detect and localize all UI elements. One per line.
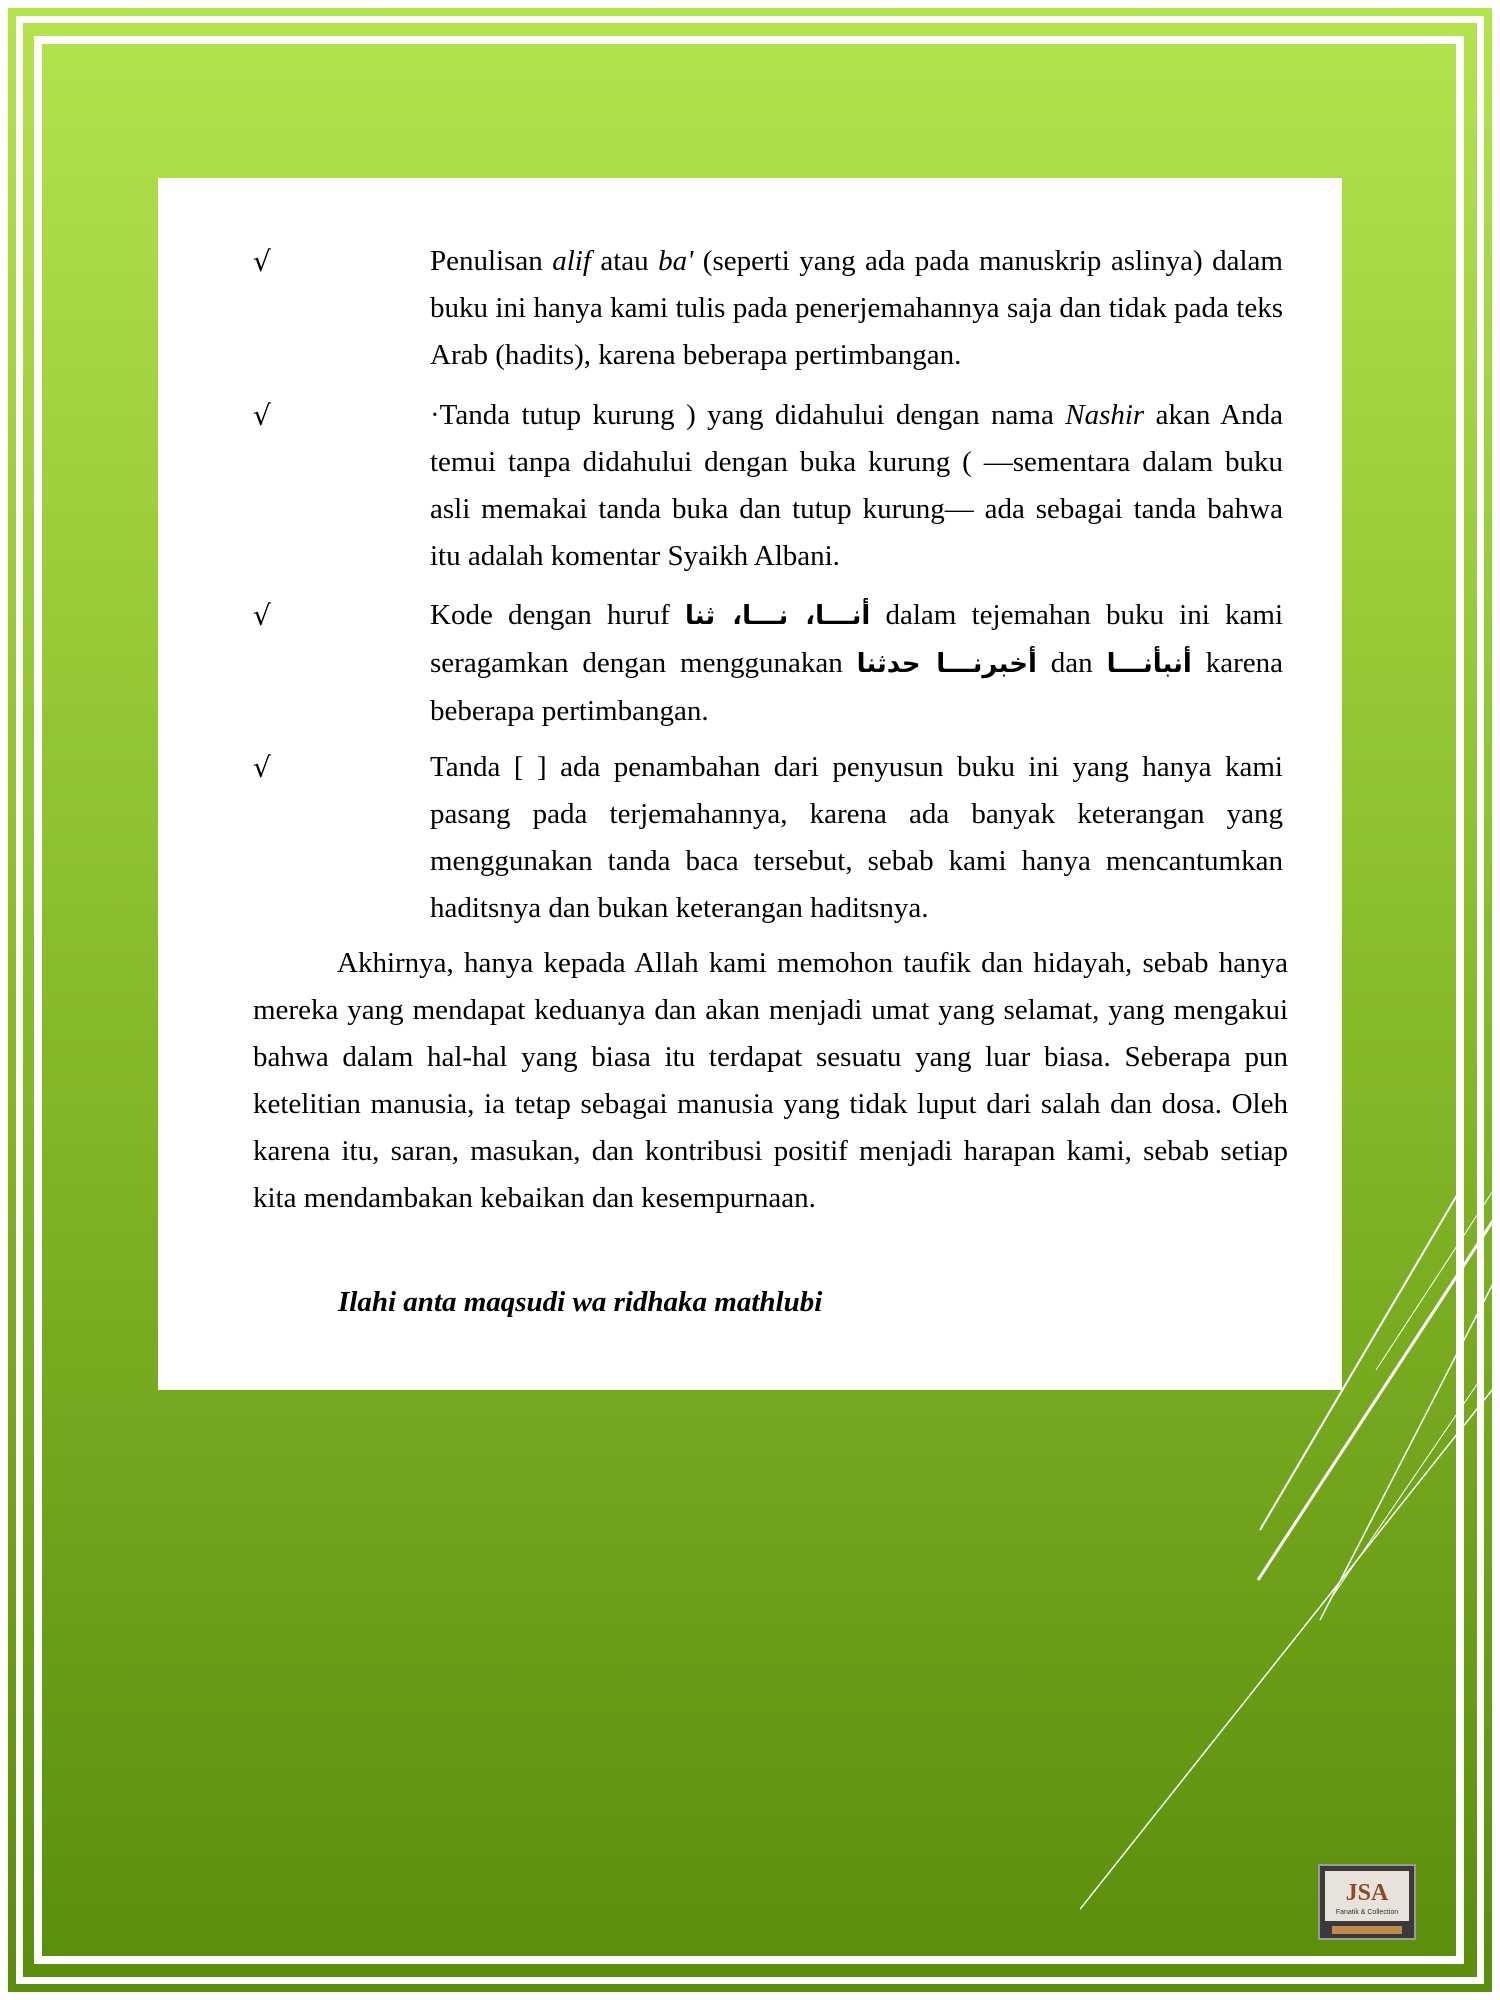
jsa-logo-icon — [1318, 1864, 1416, 1940]
logo-subtext: Fanatik & Collection — [1335, 1909, 1399, 1916]
note-item-2 — [253, 392, 1283, 580]
check-mark-icon: √ — [253, 245, 271, 278]
note-text: Kode dengan huruf أنـــا، نـــا، ثنا dalam tejemahan buku ini kami seragamkan dengan menggunakan أخبرنـــا حدثنا dan أنبأنـــا karena beberapa pertimbangan. — [430, 599, 1284, 727]
scanned-page — [158, 178, 1342, 1390]
logo-text: JSA — [1345, 1880, 1389, 1906]
check-mark-icon: √ — [253, 751, 271, 784]
note-text: Penulisan alif atau ba' (seperti yang ada pada manuskrip aslinya) dalam buku ini hanya kami tulis pada penerjemahannya saja dan tidak pada teks Arab (hadits), karena beberapa pertimbangan. — [430, 245, 1283, 371]
closing-paragraph: Akhirnya, hanya kepada Allah kami memohon taufik dan hidayah, sebab hanya mereka yang mendapat keduanya dan akan menjadi umat yang selamat, yang mengakui bahwa dalam hal-hal yang biasa itu terdapat sesuatu yang luar biasa. Seberapa pun ketelitian manusia, ia tetap sebagai manusia yang tidak luput dari salah dan dosa. Oleh karena itu, saran, masukan, dan kontribusi positif menjadi harapan kami, sebab setiap kita mendambakan kebaikan dan kesempurnaan. — [253, 947, 1288, 1214]
check-mark-icon: √ — [253, 399, 271, 432]
closing-line: Ilahi anta maqsudi wa ridhaka mathlubi — [338, 1286, 823, 1318]
note-item-1 — [253, 238, 1283, 379]
check-mark-icon: √ — [253, 599, 271, 632]
note-text: ·Tanda tutup kurung ) yang didahului dengan nama Nashir akan Anda temui tanpa didahului dengan buka kurung ( —sementara dalam buku asli memakai tanda buka dan tutup kurung— ada sebagai tanda bahwa itu adalah komentar Syaikh Albani. — [430, 399, 1283, 572]
note-item-3 — [253, 592, 1283, 735]
note-text: Tanda [ ] ada penambahan dari penyusun buku ini yang hanya kami pasang pada terjemahannya, karena ada banyak keterangan yang menggunakan tanda baca tersebut, sebab kami hanya mencantumkan haditsnya dan bukan keterangan haditsnya. — [430, 751, 1283, 924]
note-item-4 — [253, 744, 1283, 932]
